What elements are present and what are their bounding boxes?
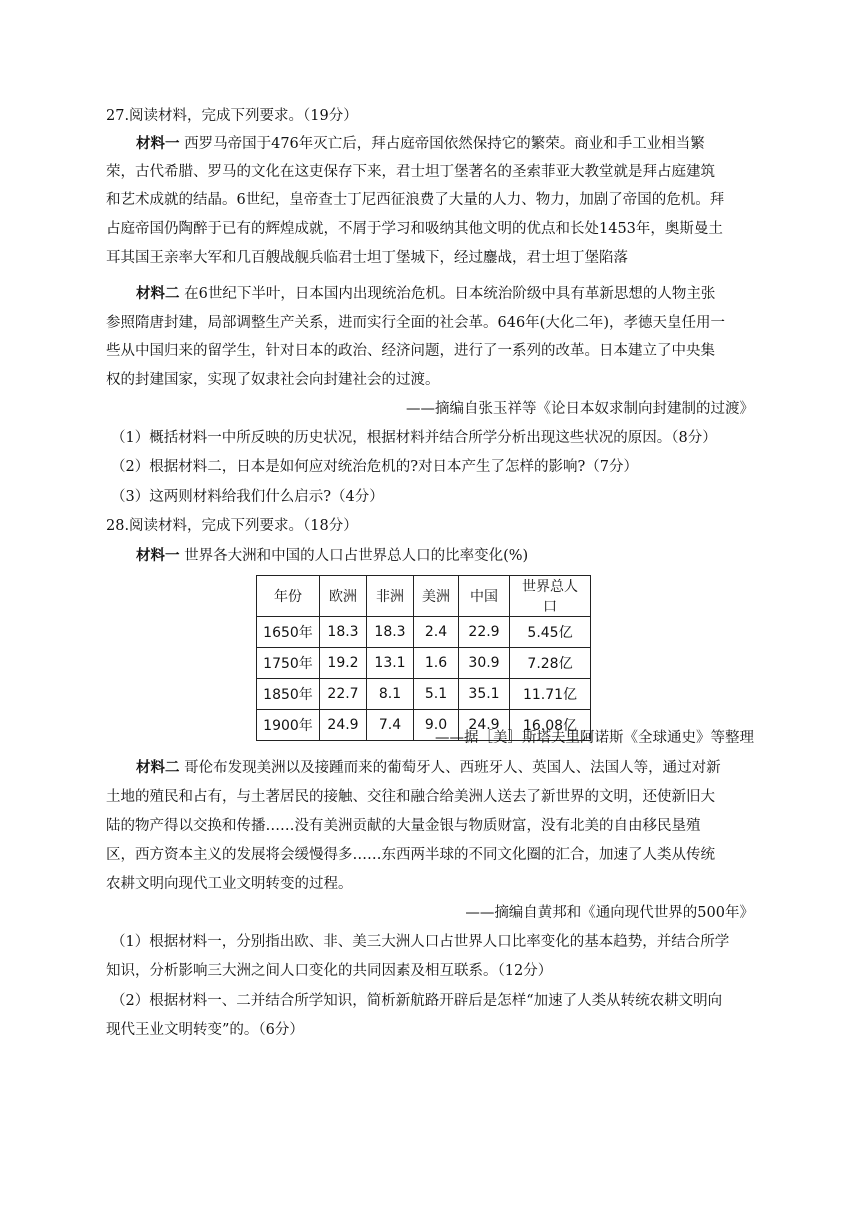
q27-m1-text-1: 西罗马帝国于476年灭亡后，拜占庭帝国依然保持它的繁荣。商业和手工业相当繁 xyxy=(184,136,705,152)
q28-question-2-line-2: 现代王业文明转变”的。（6分） xyxy=(106,1022,304,1038)
q27-m1-line-4: 占庭帝国仍陶醉于已有的辉煌成就，不屑于学习和吸纳其他文明的优点和长处1453年，奥斯曼土 xyxy=(106,221,723,237)
table-cell: 16.08亿 xyxy=(510,710,591,741)
table-cell: 7.4 xyxy=(367,710,414,741)
q27-m1-line-3: 和艺术成就的结晶。6世纪，皇帝查士丁尼西征浪费了大量的人力、物力，加剧了帝国的危机。拜 xyxy=(106,192,725,208)
table-header-cell: 欧洲 xyxy=(320,576,367,617)
table-cell: 35.1 xyxy=(459,679,510,710)
table-header-cell: 中国 xyxy=(459,576,510,617)
q28-m2-line-2: 土地的殖民和占有，与土著居民的接触、交往和融合给美洲人送去了新世界的文明，还使新旧大 xyxy=(106,789,715,805)
table-cell: 22.9 xyxy=(459,617,510,648)
q28-m2-text-1: 哥伦布发现美洲以及接踵而来的葡萄牙人、西班牙人、英国人、法国人等，通过对新 xyxy=(184,760,721,776)
q28-m2-source: ——摘编自黄邦和《通向现代世界的500年》 xyxy=(465,905,754,921)
table-cell: 5.45亿 xyxy=(510,617,591,648)
table-header-cell: 非洲 xyxy=(367,576,414,617)
table-header-cell: 世界总人口 xyxy=(510,576,591,617)
q28-m2-line-1 xyxy=(136,758,721,778)
table-header-row xyxy=(257,576,591,617)
q27-question-3: （3）这两则材料给我们什么启示?（4分） xyxy=(111,489,384,505)
q27-m1-line-2: 荣，古代希腊、罗马的文化在这吏保存下来，君士坦丁堡著名的圣索菲亚大教堂就是拜占庭建筑 xyxy=(106,164,715,180)
q27-question-2: （2）根据材料二，日本是如何应对统治危机的?对日本产生了怎样的影响?（7分） xyxy=(111,459,638,475)
table-cell: 1900年 xyxy=(257,710,320,741)
q27-m2-line-1 xyxy=(136,284,715,304)
table-cell: 1750年 xyxy=(257,648,320,679)
table-cell: 9.0 xyxy=(414,710,459,741)
q27-m2-source: ——摘编自张玉祥等《论日本奴求制向封建制的过渡》 xyxy=(406,401,754,417)
q27-m2-line-2: 参照隋唐封建，局部调整生产关系，进而实行全面的社会革。646年(大化二年)，孝德天皇任用一 xyxy=(106,315,725,331)
table-cell: 2.4 xyxy=(414,617,459,648)
table-cell: 13.1 xyxy=(367,648,414,679)
q27-m2-line-4: 权的封建国家，实现了奴隶社会向封建社会的过渡。 xyxy=(106,372,440,388)
table-cell: 11.71亿 xyxy=(510,679,591,710)
table-header-cell: 美洲 xyxy=(414,576,459,617)
table-cell: 1850年 xyxy=(257,679,320,710)
q28-m2-line-5: 农耕文明向现代工业文明转变的过程。 xyxy=(106,876,353,892)
q28-m2-line-4: 区，西方资本主义的发展将会缓慢得多……东西两半球的不同文化圈的汇合，加速了人类从传统 xyxy=(106,847,715,863)
q27-m2-line-3: 些从中国归来的留学生，针对日本的政治、经济问题，进行了一系列的改革。日本建立了中央集 xyxy=(106,343,715,359)
table-cell: 7.28亿 xyxy=(510,648,591,679)
table-cell: 22.7 xyxy=(320,679,367,710)
table-cell: 1.6 xyxy=(414,648,459,679)
q27-question-1: （1）概括材料一中所反映的历史状况，根据材料并结合所学分析出现这些状况的原因。（8分） xyxy=(111,430,717,446)
q27-m2-label: 材料二 xyxy=(136,285,180,302)
table-cell: 24.9 xyxy=(320,710,367,741)
table-cell: 8.1 xyxy=(367,679,414,710)
table-cell: 5.1 xyxy=(414,679,459,710)
q28-m1-caption-line xyxy=(136,546,528,566)
q28-question-1-line-2: 知识，分析影响三大洲之间人口变化的共同因素及相互联系。（12分） xyxy=(106,963,553,979)
q28-m1-source: ——据［美］斯塔夫里阿诺斯《全球通史》等整理 xyxy=(435,730,754,746)
q28-m1-label: 材料一 xyxy=(136,547,180,564)
q28-title: 28.阅读材料，完成下列要求。（18分） xyxy=(106,518,358,534)
q28-m1-caption: 世界各大洲和中国的人口占世界总人口的比率变化(%) xyxy=(184,548,529,564)
table-row xyxy=(257,679,591,710)
table-cell: 18.3 xyxy=(367,617,414,648)
table-header-cell: 年份 xyxy=(257,576,320,617)
q27-title: 27.阅读材料，完成下列要求。（19分） xyxy=(106,108,358,124)
q27-m2-text-1: 在6世纪下半叶，日本国内出现统治危机。日本统治阶级中具有革新思想的人物主张 xyxy=(184,286,716,302)
table-cell: 18.3 xyxy=(320,617,367,648)
table-cell: 30.9 xyxy=(459,648,510,679)
q28-question-1-line-1: （1）根据材料一，分别指出欧、非、美三大洲人口占世界人口比率变化的基本趋势，并结合所学 xyxy=(111,934,730,950)
table-cell: 24.9 xyxy=(459,710,510,741)
q28-m2-line-3: 陆的物产得以交换和传播……没有美洲贡献的大量金银与物质财富，没有北美的自由移民垦殖 xyxy=(106,818,701,834)
q28-question-2-line-1: （2）根据材料一、二并结合所学知识，简析新航路开辟后是怎样“加速了人类从转统农耕文明向 xyxy=(111,993,723,1009)
table-cell: 19.2 xyxy=(320,648,367,679)
table-cell: 1650年 xyxy=(257,617,320,648)
q27-m1-line-1 xyxy=(136,134,705,154)
population-table xyxy=(256,575,591,741)
q28-m2-label: 材料二 xyxy=(136,759,180,776)
table-row xyxy=(257,617,591,648)
table-row xyxy=(257,648,591,679)
q27-m1-line-5: 耳其国王亲率大军和几百艘战舰兵临君士坦丁堡城下，经过鏖战，君士坦丁堡陷落 xyxy=(106,250,628,266)
q27-m1-label: 材料一 xyxy=(136,135,180,152)
